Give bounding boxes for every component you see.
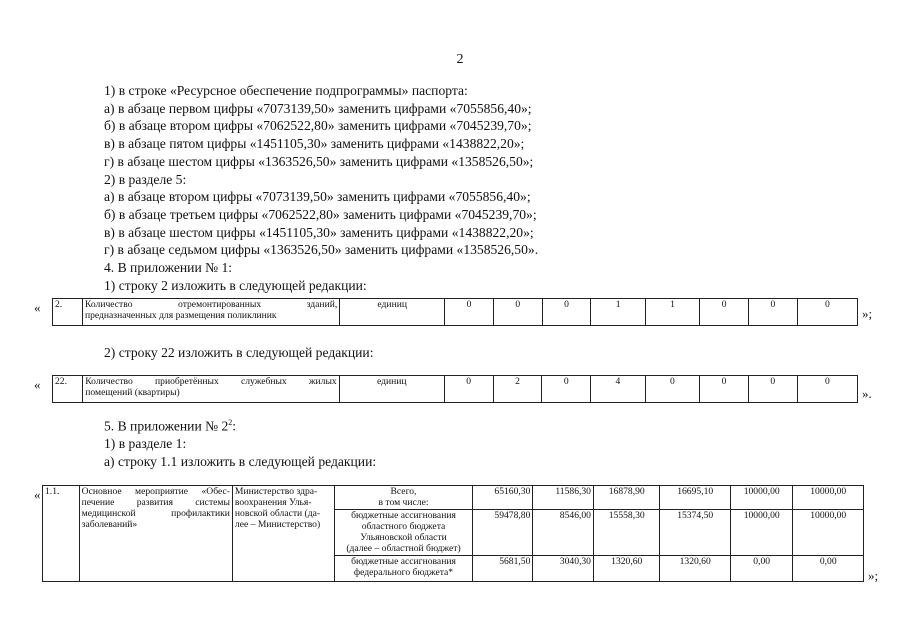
source-line: (далее – областной бюджет) xyxy=(346,543,461,554)
value-cell: 0 xyxy=(700,376,749,403)
value-cell: 4 xyxy=(591,376,645,403)
value-cell: 0 xyxy=(542,376,591,403)
indicator-name xyxy=(82,299,339,326)
value-cell: 0 xyxy=(797,376,857,403)
body-line: в) в абзаце пятом цифры «1451105,30» заменить цифрами «1438822,20»; xyxy=(104,136,525,152)
row-number: 22. xyxy=(53,376,83,403)
table1-close-quote: »; xyxy=(862,306,873,321)
amount-cell: 0,00 xyxy=(793,556,864,582)
indicator-table-row-22 xyxy=(52,375,858,403)
value-cell: 0 xyxy=(445,299,494,326)
amount-cell: 0,00 xyxy=(730,556,793,582)
source-line: Всего, xyxy=(390,486,417,497)
indicator-name-line1: Количество отремонтированных зданий, xyxy=(84,299,338,310)
source-line: Ульяновской области xyxy=(360,532,447,543)
body-line: г) в абзаце шестом цифры «1363526,50» заменить цифрами «1358526,50»; xyxy=(104,153,534,169)
measure-line: Основное мероприятие «Обес- xyxy=(81,486,230,497)
table3-open-quote: « xyxy=(34,487,41,502)
body-line: 4. В приложении № 1: xyxy=(104,260,233,276)
value-cell: 0 xyxy=(542,299,591,326)
funding-source xyxy=(335,556,473,582)
table1-open-quote: « xyxy=(34,300,41,315)
section5-line3: а) строку 1.1 изложить в следующей редакции: xyxy=(104,454,377,469)
amount-cell: 16878,90 xyxy=(593,486,660,510)
amount-cell: 65160,30 xyxy=(472,486,533,510)
value-cell: 0 xyxy=(700,299,749,326)
source-line: областного бюджета xyxy=(361,521,446,532)
amount-cell: 11586,30 xyxy=(533,486,594,510)
body-line: 2) в разделе 5: xyxy=(104,171,187,187)
value-cell: 2 xyxy=(493,376,542,403)
value-cell: 0 xyxy=(493,299,542,326)
body-line: а) в абзаце первом цифры «7073139,50» заменить цифрами «7055856,40»; xyxy=(104,100,532,116)
amount-cell: 1320,60 xyxy=(660,556,730,582)
body-line: б) в абзаце втором цифры «7062522,80» заменить цифрами «7045239,70»; xyxy=(104,118,532,134)
amount-cell: 3040,30 xyxy=(533,556,594,582)
source-line: бюджетные ассигнования xyxy=(351,510,456,521)
row-number: 1.1. xyxy=(43,486,80,582)
executor-name xyxy=(232,486,334,582)
amount-cell: 10000,00 xyxy=(730,486,793,510)
funding-source xyxy=(335,510,473,556)
indicator-table-row-2 xyxy=(52,298,858,326)
executor-line: воохранения Улья- xyxy=(234,497,312,508)
amount-cell: 10000,00 xyxy=(730,510,793,556)
section5-title-prefix: 5. В приложении № 2 xyxy=(104,418,229,434)
body-line: 1) строку 2 изложить в следующей редакции: xyxy=(104,277,367,293)
amount-cell: 1320,60 xyxy=(593,556,660,582)
section5-title-sup: 2 xyxy=(228,418,233,427)
body-line: г) в абзаце седьмом цифры «1363526,50» заменить цифрами «1358526,50». xyxy=(104,242,539,258)
amount-cell: 59478,80 xyxy=(472,510,533,556)
amount-cell: 5681,50 xyxy=(472,556,533,582)
section5-title xyxy=(104,418,236,435)
value-cell: 0 xyxy=(749,299,798,326)
executor-line: лее – Министерство) xyxy=(234,519,321,530)
funding-source xyxy=(335,486,473,510)
unit-cell: единиц xyxy=(340,299,445,326)
indicator-name-line1: Количество приобретённых служебных жилых xyxy=(85,376,337,387)
amount-cell: 8546,00 xyxy=(533,510,594,556)
financing-table-row-1-1 xyxy=(42,485,864,582)
source-line: федерального бюджета* xyxy=(353,567,454,578)
source-line: в том числе: xyxy=(378,497,429,508)
section5-title-suffix: : xyxy=(232,418,237,434)
para-row-22: 2) строку 22 изложить в следующей редакции: xyxy=(104,345,374,360)
row-number: 2. xyxy=(53,299,83,326)
unit-cell: единиц xyxy=(339,376,444,403)
amount-cell: 15374,50 xyxy=(660,510,730,556)
amendment-text xyxy=(104,82,804,294)
section5-line2: 1) в разделе 1: xyxy=(104,436,187,451)
body-line: 1) в строке «Ресурсное обеспечение подпрограммы» паспорта: xyxy=(104,83,468,98)
body-line: а) в абзаце втором цифры «7073139,50» заменить цифрами «7055856,40»; xyxy=(104,189,531,205)
value-cell: 0 xyxy=(748,376,797,403)
value-cell: 1 xyxy=(591,299,645,326)
amount-cell: 10000,00 xyxy=(793,510,864,556)
measure-line: печение развития системы xyxy=(81,497,230,508)
executor-line: новской области (да- xyxy=(234,508,321,519)
amount-cell: 15558,30 xyxy=(593,510,660,556)
table3-close-quote: »; xyxy=(868,568,879,583)
source-line: бюджетные ассигнования xyxy=(351,556,456,567)
page-number: 2 xyxy=(456,52,464,67)
indicator-name-line2: предназначенных для размещения поликлиник xyxy=(84,310,277,321)
value-cell: 0 xyxy=(645,376,699,403)
indicator-name xyxy=(83,376,339,403)
value-cell: 0 xyxy=(444,376,493,403)
table2-open-quote: « xyxy=(34,377,41,392)
value-cell: 0 xyxy=(797,299,857,326)
amount-cell: 16695,10 xyxy=(660,486,730,510)
measure-line: заболеваний» xyxy=(81,519,138,530)
measure-line: медицинской профилактики xyxy=(81,508,230,519)
executor-line: Министерство здра- xyxy=(234,486,318,497)
measure-name xyxy=(79,486,232,582)
indicator-name-line2: помещений (квартиры) xyxy=(85,387,180,398)
value-cell: 1 xyxy=(645,299,699,326)
body-line: в) в абзаце шестом цифры «1451105,30» заменить цифрами «1438822,20»; xyxy=(104,224,534,240)
body-line: б) в абзаце третьем цифры «7062522,80» заменить цифрами «7045239,70»; xyxy=(104,206,537,222)
table2-close-quote: ». xyxy=(862,386,872,401)
amount-cell: 10000,00 xyxy=(793,486,864,510)
